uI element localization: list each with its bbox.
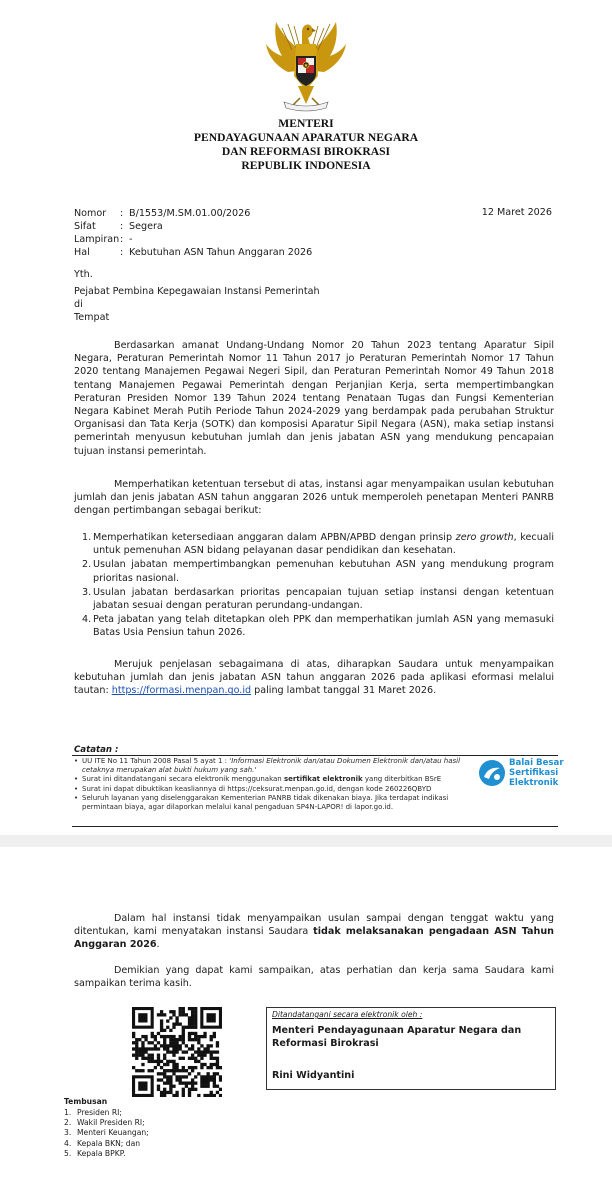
- list-item: 1. Memperhatikan ketersediaan anggaran dalam APBN/APBD dengan prinsip zero growth, kecuali untuk pemenuhan ASN bidang pelayanan dasar pendidikan dan kesehatan.: [82, 532, 554, 557]
- signature-title: Menteri Pendayagunaan Aparatur Negara dan Reformasi Birokrasi: [272, 1025, 522, 1049]
- signature-head: Ditandatangani secara elektronik oleh :: [272, 1010, 423, 1019]
- catatan-list: [74, 757, 474, 812]
- meta-nomor: Nomor : B/1553/M.SM.01.00/2026: [74, 208, 251, 219]
- signature-box: [266, 1007, 556, 1090]
- recipient-di: di: [74, 299, 83, 310]
- considerations-list: [82, 531, 554, 641]
- recipient-yth: Yth.: [74, 269, 93, 280]
- letter-date: 12 Maret 2026: [481, 207, 552, 218]
- catatan-title: Catatan :: [74, 745, 119, 755]
- paragraph-2: Memperhatikan ketentuan tersebut di atas, instansi agar menyampaikan usulan kebutuhan jumlah dan jenis jabatan ASN tahun anggaran 2026 untuk memperoleh penetapan Menteri PANRB dengan pertimbangan sebagai berikut:: [74, 479, 554, 517]
- letter-subject: Kebutuhan ASN Tahun Anggaran 2026: [129, 247, 313, 258]
- list-item: 3. Menteri Keuangan;: [64, 1128, 149, 1138]
- tembusan-list: [64, 1108, 149, 1159]
- note-item: • UU ITE No 11 Tahun 2008 Pasal 5 ayat 1 : 'Informasi Elektronik dan/atau Dokumen Elektronik dan/atau hasil cetaknya merupakan alat bukti hukum yang sah.': [74, 757, 461, 775]
- letterhead-line-2: PENDAYAGUNAAN APARATUR NEGARA: [193, 131, 419, 144]
- list-item: 2. Wakil Presiden RI;: [64, 1118, 145, 1128]
- bsre-logo: [478, 757, 564, 797]
- letterhead-line-4: REPUBLIK INDONESIA: [241, 159, 371, 172]
- bsre-icon: [478, 759, 506, 787]
- paragraph-5: Demikian yang dapat kami sampaikan, atas perhatian dan kerja sama Saudara kami sampaikan terima kasih.: [74, 965, 554, 990]
- list-item: 3. Usulan jabatan berdasarkan prioritas pencapaian tujuan setiap instansi dengan ketentuan jabatan sesuai dengan peraturan perundang-undangan.: [82, 586, 554, 612]
- recipient-name: Pejabat Pembina Kepegawaian Instansi Pemerintah: [74, 286, 320, 297]
- letter-number: B/1553/M.SM.01.00/2026: [129, 208, 251, 219]
- list-item: 1. Presiden RI;: [64, 1108, 122, 1117]
- qr-code-icon: [132, 1007, 222, 1097]
- note-item: • Seluruh layanan yang diselenggarakan Kementerian PANRB tidak dikenakan biaya. Jika terdapat indikasi permintaan biaya, agar dilaporkan melalui kanal pengaduan SP4N-LAPOR! di lapor.go.id.: [74, 793, 449, 812]
- divider: [72, 826, 558, 827]
- paragraph-1: Berdasarkan amanat Undang-Undang Nomor 20 Tahun 2023 tentang Aparatur Sipil Negara, Peraturan Pemerintah Nomor 11 Tahun 2017 jo Peraturan Pemerintah Nomor 17 Tahun 2020 tentang Manajemen Pegawai Negeri Sipil, dan Peraturan Pemerintah Nomor 49 Tahun 2018 tentang Manajemen Pegawai Pemerintah dengan Perjanjian Kerja, serta mempertimbangkan Peraturan Presiden Nomor 139 Tahun 2024 tentang Penataan Tugas dan Fungsi Kementerian Negara Kabinet Merah Putih Periode Tahun 2024-2029 yang berdampak pada perubahan Struktur Organisasi dan Tata Kerja (SOTK) dan komposisi Aparatur Sipil Negara (ASN), maka setiap instansi pemerintah menyusun kebutuhan jumlah dan jenis jabatan ASN yang mendukung pencapaian tujuan instansi pemerintah.: [74, 340, 554, 457]
- bsre-label: Balai Besar Sertifikasi Elektronik: [509, 758, 564, 788]
- meta-sifat: Sifat : Segera: [74, 221, 163, 232]
- formasi-link[interactable]: https://formasi.menpan.go.id: [111, 685, 252, 697]
- recipient-place: Tempat: [74, 312, 110, 323]
- list-item: 4. Peta jabatan yang telah ditetapkan oleh PPK dan memperhatikan jumlah ASN yang memasuki Batas Usia Pensiun tahun 2026.: [82, 614, 554, 639]
- list-item: 2. Usulan jabatan mempertimbangkan pemenuhan kebutuhan ASN yang mendukung program prioritas nasional.: [82, 559, 554, 584]
- note-item: • Surat ini dapat dibuktikan keasliannya di https://ceksurat.menpan.go.id, dengan kode 260226QBYD: [74, 784, 432, 793]
- meta-hal: Hal : Kebutuhan ASN Tahun Anggaran 2026: [74, 247, 313, 258]
- garuda-emblem-icon: [262, 14, 350, 114]
- letterhead-line-3: DAN REFORMASI BIROKRASI: [221, 145, 391, 158]
- paragraph-3: Merujuk penjelasan sebagaimana di atas, diharapkan Saudara untuk menyampaikan kebutuhan jumlah dan jenis jabatan ASN tahun anggaran 2026 pada aplikasi eformasi melalui tautan: https://formasi.menpan.go.id paling lambat tanggal 31 Maret 2026.: [74, 659, 554, 697]
- meta-lampiran: Lampiran: -: [74, 234, 133, 245]
- list-item: 4. Kepala BKN; dan: [64, 1138, 141, 1148]
- paragraph-4: Dalam hal instansi tidak menyampaikan usulan sampai dengan tenggat waktu yang ditentukan, kami menyatakan instansi Saudara tidak melaksanakan pengadaan ASN Tahun Anggaran 2026.: [74, 913, 554, 951]
- note-item: • Surat ini ditandatangani secara elektronik menggunakan sertifikat elektronik yang diterbitkan BSrE: [74, 775, 442, 784]
- signature-name: Rini Widyantini: [272, 1070, 355, 1081]
- divider: [72, 755, 558, 756]
- tembusan-title: Tembusan: [64, 1097, 108, 1106]
- page-separator: [0, 835, 612, 847]
- letterhead-line-1: MENTERI: [278, 117, 334, 130]
- list-item: 5. Kepala BPKP.: [64, 1148, 126, 1158]
